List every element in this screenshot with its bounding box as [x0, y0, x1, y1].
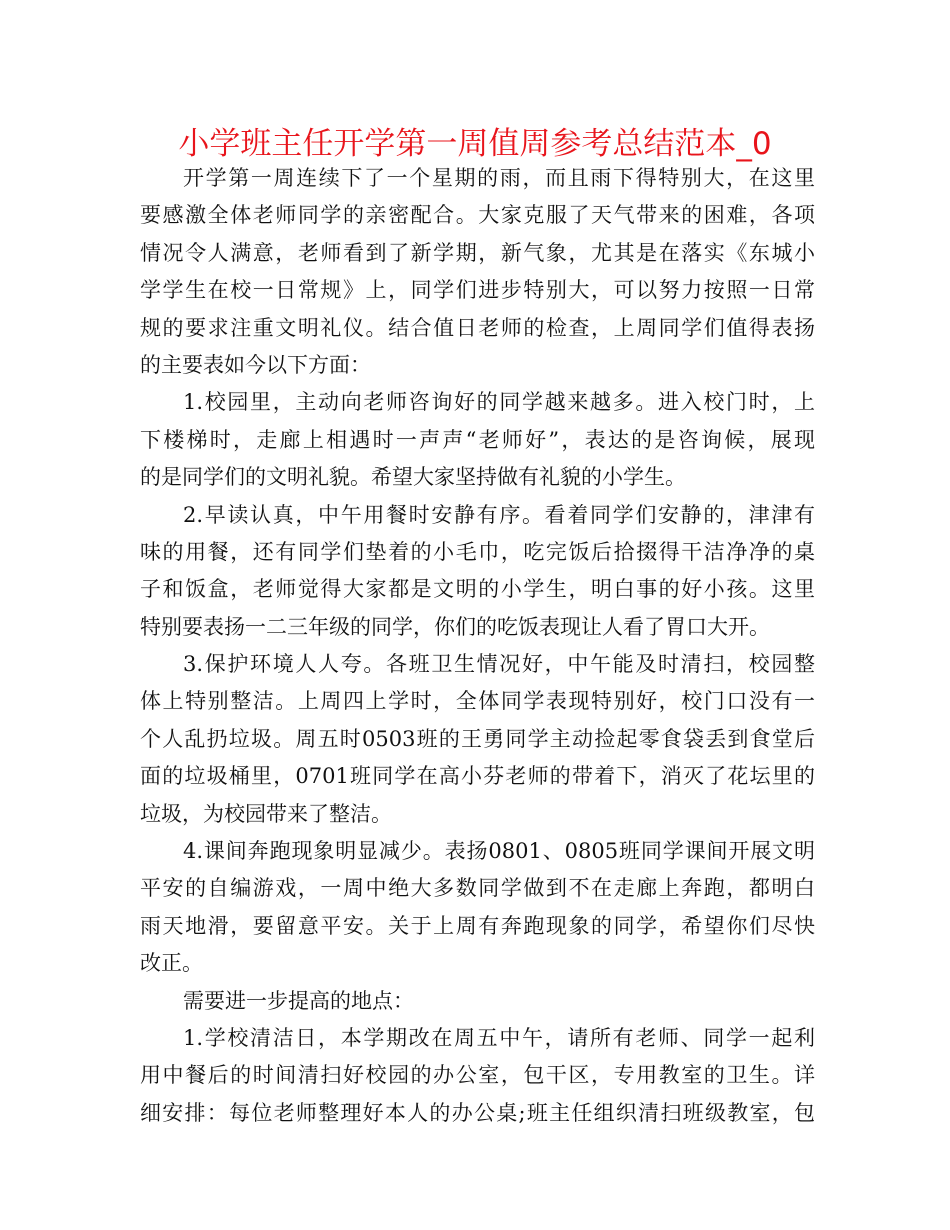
text-line: 4.课间奔跑现象明显减少。表扬0801、0805班同学课间开展文明: [183, 839, 815, 864]
text-line: 3.保护环境人人夸。各班卫生情况好，中午能及时清扫，校园整: [183, 652, 815, 677]
text-line: 面的垃圾桶里，0701班同学在高小芬老师的带着下，消灭了花坛里的: [140, 764, 815, 789]
document-body: [140, 160, 815, 1132]
text-line: 需要进一步提高的地点：: [183, 988, 414, 1013]
text-line: 味的用餐，还有同学们垫着的小毛巾，吃完饭后拾掇得干洁净净的桌: [140, 539, 815, 564]
text-line: 细安排：每位老师整理好本人的办公桌;班主任组织清扫班级教室，包: [140, 1100, 815, 1125]
text-line: 改正。: [140, 951, 203, 976]
text-line: 体上特别整洁。上周四上学时，全体同学表现特别好，校门口没有一: [140, 689, 815, 714]
text-line: 下楼梯时，走廊上相遇时一声声“老师好”，表达的是咨询候，展现: [140, 427, 815, 452]
text-line: 个人乱扔垃圾。周五时0503班的王勇同学主动捡起零食袋丢到食堂后: [140, 726, 815, 751]
text-line: 规的要求注重文明礼仪。结合值日老师的检查，上周同学们值得表扬: [140, 315, 815, 340]
text-line: 用中餐后的时间清扫好校园的办公室，包干区，专用教室的卫生。详: [140, 1063, 815, 1088]
text-line: 1.学校清洁日，本学期改在周五中午，请所有老师、同学一起利: [183, 1025, 815, 1050]
text-line: 情况令人满意，老师看到了新学期，新气象，尤其是在落实《东城小: [140, 240, 815, 265]
text-line: 开学第一周连续下了一个星期的雨，而且雨下得特别大，在这里: [183, 166, 815, 190]
text-line: 要感激全体老师同学的亲密配合。大家克服了天气带来的困难，各项: [140, 203, 815, 228]
text-line: 子和饭盒，老师觉得大家都是文明的小学生，明白事的好小孩。这里: [140, 577, 815, 602]
text-line: 学学生在校一日常规》上，同学们进步特别大，可以努力按照一日常: [140, 278, 815, 303]
text-line: 垃圾，为校园带来了整洁。: [140, 801, 392, 826]
page-title: 小学班主任开学第一周值周参考总结范本_0: [178, 126, 772, 162]
text-line: 的主要表如今以下方面：: [140, 352, 371, 377]
text-line: 平安的自编游戏，一周中绝大多数同学做到不在走廊上奔跑，都明白: [140, 876, 815, 901]
text-line: 1.校园里，主动向老师咨询好的同学越来越多。进入校门时，上: [183, 390, 815, 415]
text-line: 雨天地滑，要留意平安。关于上周有奔跑现象的同学，希望你们尽快: [140, 913, 815, 938]
text-line: 特别要表扬一二三年级的同学，你们的吃饭表现让人看了胃口大开。: [140, 614, 770, 639]
text-line: 的是同学们的文明礼貌。希望大家坚持做有礼貌的小学生。: [140, 465, 686, 490]
text-line: 2.早读认真，中午用餐时安静有序。看着同学们安静的，津津有: [183, 502, 815, 527]
